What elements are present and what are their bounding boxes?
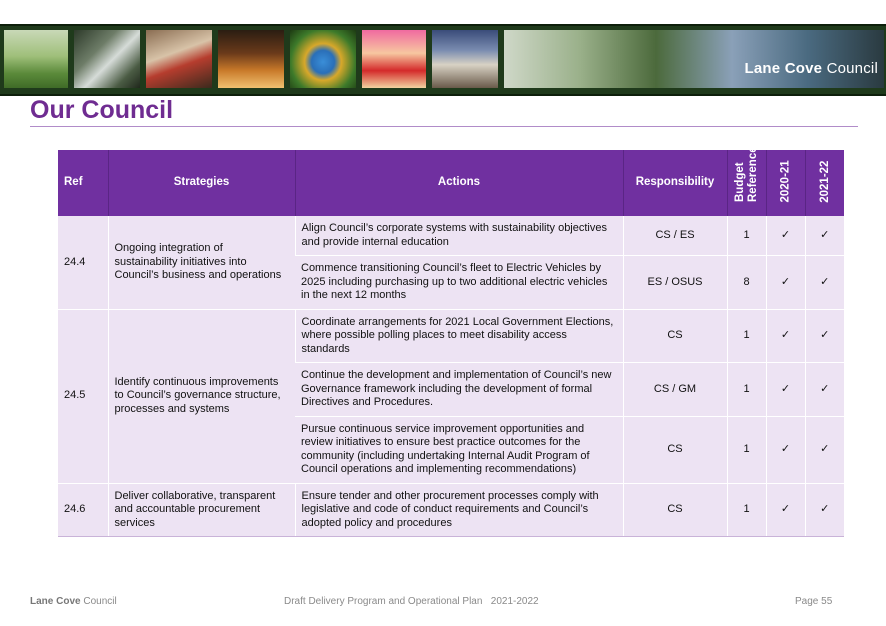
responsibility-cell: ES / OSUS bbox=[623, 256, 727, 310]
banner-photo-lorikeet bbox=[290, 30, 356, 88]
ref-cell: 24.5 bbox=[58, 309, 108, 483]
budget-cell: 1 bbox=[727, 363, 766, 417]
footer-organisation: Lane Cove Council bbox=[30, 596, 117, 607]
ref-cell: 24.6 bbox=[58, 483, 108, 537]
header-strategies: Strategies bbox=[108, 150, 295, 216]
check-icon: ✓ bbox=[766, 416, 805, 483]
strategy-cell: Deliver collaborative, transparent and accountable procurement services bbox=[108, 483, 295, 537]
check-icon: ✓ bbox=[766, 483, 805, 537]
check-icon: ✓ bbox=[766, 363, 805, 417]
banner-photo-panorama bbox=[504, 30, 884, 88]
banner-photo-performer bbox=[362, 30, 426, 88]
budget-cell: 1 bbox=[727, 416, 766, 483]
budget-cell: 8 bbox=[727, 256, 766, 310]
header-2021-22: 2021-22 bbox=[805, 150, 844, 216]
table-row bbox=[58, 483, 844, 537]
check-icon: ✓ bbox=[766, 309, 805, 363]
header-budget-text: Budget Reference bbox=[733, 146, 759, 202]
action-cell: Align Council’s corporate systems with sustainability objectives and provide internal education bbox=[295, 216, 623, 256]
responsibility-cell: CS bbox=[623, 416, 727, 483]
banner-photo-building bbox=[432, 30, 498, 88]
header-ref: Ref bbox=[58, 150, 108, 216]
banner-photo-dancers bbox=[146, 30, 212, 88]
brand-logo bbox=[745, 60, 878, 77]
responsibility-cell: CS / ES bbox=[623, 216, 727, 256]
action-cell: Commence transitioning Council’s fleet to Electric Vehicles by 2025 including purchasing up to two additional electric vehicles in the next 12 months bbox=[295, 256, 623, 310]
page-title: Our Council bbox=[30, 96, 174, 124]
banner-photo-park bbox=[4, 30, 68, 88]
responsibility-cell: CS bbox=[623, 309, 727, 363]
title-divider bbox=[30, 126, 858, 127]
table-header-row bbox=[58, 150, 844, 216]
brand-light: Council bbox=[826, 60, 878, 77]
budget-cell: 1 bbox=[727, 309, 766, 363]
strategy-cell: Identify continuous improvements to Council’s governance structure, processes and systems bbox=[108, 309, 295, 483]
header-banner bbox=[0, 24, 886, 96]
budget-cell: 1 bbox=[727, 483, 766, 537]
plan-table bbox=[58, 146, 844, 537]
banner-photo-market bbox=[218, 30, 284, 88]
table-row bbox=[58, 216, 844, 256]
header-budget-reference bbox=[727, 146, 766, 216]
table-row bbox=[58, 309, 844, 363]
banner-photo-waterfall bbox=[74, 30, 140, 88]
strategy-cell: Ongoing integration of sustainability initiatives into Council’s business and operations bbox=[108, 216, 295, 309]
ref-cell: 24.4 bbox=[58, 216, 108, 309]
action-cell: Ensure tender and other procurement processes comply with legislative and code of conduct requirements and Council’s adopted policy and procedures bbox=[295, 483, 623, 537]
brand-bold: Lane Cove bbox=[744, 60, 823, 77]
footer-page-number: Page 55 bbox=[795, 596, 833, 607]
check-icon: ✓ bbox=[805, 309, 844, 363]
check-icon: ✓ bbox=[805, 256, 844, 310]
action-cell: Pursue continuous service improvement opportunities and review initiatives to ensure best practice outcomes for the community (including undertaking Internal Audit Program of Council operations and implementing recommendations) bbox=[295, 416, 623, 483]
action-cell: Continue the development and implementation of Council’s new Governance framework including the development of formal Directives and Procedures. bbox=[295, 363, 623, 417]
check-icon: ✓ bbox=[766, 216, 805, 256]
check-icon: ✓ bbox=[805, 483, 844, 537]
responsibility-cell: CS bbox=[623, 483, 727, 537]
header-responsibility: Responsibility bbox=[623, 150, 727, 216]
budget-cell: 1 bbox=[727, 216, 766, 256]
check-icon: ✓ bbox=[805, 216, 844, 256]
action-cell: Coordinate arrangements for 2021 Local Government Elections, where possible polling places to meet disability access standards bbox=[295, 309, 623, 363]
check-icon: ✓ bbox=[805, 416, 844, 483]
footer-document-title: Draft Delivery Program and Operational Plan 2021-2022 bbox=[284, 596, 539, 607]
responsibility-cell: CS / GM bbox=[623, 363, 727, 417]
check-icon: ✓ bbox=[766, 256, 805, 310]
check-icon: ✓ bbox=[805, 363, 844, 417]
header-2020-21: 2020-21 bbox=[766, 150, 805, 216]
header-actions: Actions bbox=[295, 150, 623, 216]
